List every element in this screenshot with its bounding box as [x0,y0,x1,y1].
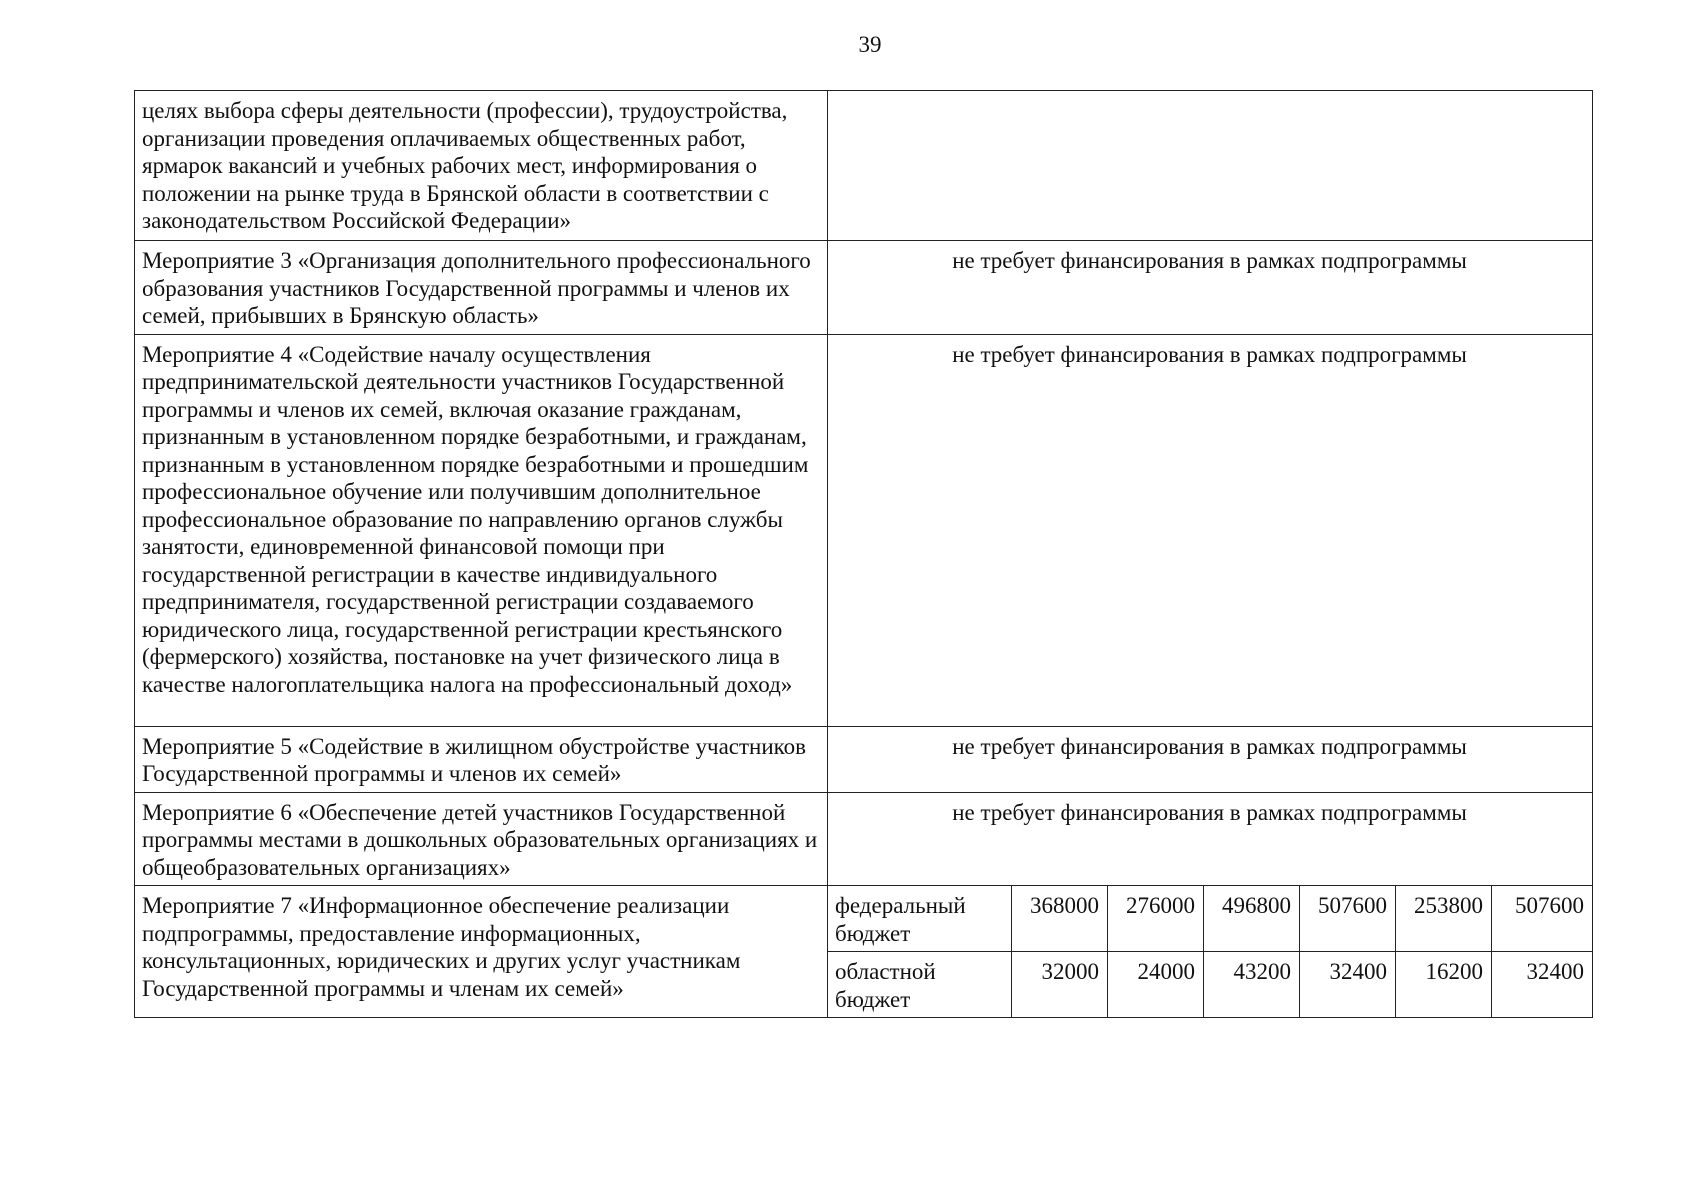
amount-cell: 32000 [1012,952,1108,1018]
activity-text: целях выбора сферы деятельности (профессии), трудоустройства, организации проведения оплачиваемых общественных работ, ярмарок вакансий и учебных рабочих мест, информирования о положении на рынке труда в Брянской области в соответствии с законодательством Российской Федерации» [142,98,788,233]
activity-text: Мероприятие 5 «Содействие в жилищном обустройстве участников Государственной программы и членов их семей» [142,733,807,786]
amount-cell: 368000 [1012,886,1108,952]
activity-cell [135,726,828,792]
amount-cell: 253800 [1396,886,1492,952]
financing-note-cell [828,241,1593,335]
financing-note-cell [828,726,1593,792]
financing-note: не требует финансирования в рамках подпрограммы [952,799,1467,825]
table-row-federal-budget [135,886,1593,952]
amount-cell: 32400 [1492,952,1593,1018]
financing-note-cell [828,91,1593,241]
table-row [135,726,1593,792]
activity-cell [135,792,828,886]
activity-text: Мероприятие 4 «Содействие началу осуществления предпринимательской деятельности участников Государственной программы и членов их семей, включая оказание гражданам, признанным в установленном порядке безработными, и гражданам, признанным в установленном порядке безработными и прошедшим профессиональное обучение или получившим дополнительное профессиональное образование по направлению органов службы занятости, единовременной финансовой помощи при государственной регистрации в качестве индивидуального предпринимателя, государственной регистрации создаваемого юридического лица, государственной регистрации крестьянского (фермерского) хозяйства, постановке на учет физического лица в качестве налогоплательщика налога на профессиональный доход» [142,341,809,697]
program-activities-table [134,90,1593,1018]
amount-cell: 16200 [1396,952,1492,1018]
activity-cell [135,91,828,241]
amount-cell: 496800 [1204,886,1300,952]
budget-source-label: федеральный бюджет [828,886,1012,952]
page-number: 39 [858,32,882,57]
financing-note: не требует финансирования в рамках подпрограммы [952,341,1467,367]
table-row [135,334,1593,726]
activity-cell [135,334,828,726]
financing-note: не требует финансирования в рамках подпрограммы [952,733,1467,759]
amount-cell: 276000 [1108,886,1204,952]
activity-cell [135,241,828,335]
amount-cell: 24000 [1108,952,1204,1018]
activity-text: Мероприятие 3 «Организация дополнительного профессионального образования участников Государственной программы и членов их семей, прибывших в Брянскую область» [142,248,811,328]
table-row [135,91,1593,241]
amount-cell: 32400 [1300,952,1396,1018]
amount-cell: 43200 [1204,952,1300,1018]
activity-text: Мероприятие 7 «Информационное обеспечение реализации подпрограммы, предоставление информационных, консультационных, юридических и других услуг участникам Государственной программы и членам их семей» [142,893,741,1001]
amount-cell: 507600 [1300,886,1396,952]
amount-cell: 507600 [1492,886,1593,952]
activity-cell [135,886,828,1018]
financing-note-cell [828,792,1593,886]
activity-text: Мероприятие 6 «Обеспечение детей участников Государственной программы местами в дошкольных образовательных организациях и общеобразовательных организациях» [142,799,818,880]
financing-note-cell [828,334,1593,726]
table-row [135,792,1593,886]
financing-note: не требует финансирования в рамках подпрограммы [952,248,1467,273]
table-row [135,241,1593,335]
budget-source-label: областной бюджет [828,952,1012,1018]
